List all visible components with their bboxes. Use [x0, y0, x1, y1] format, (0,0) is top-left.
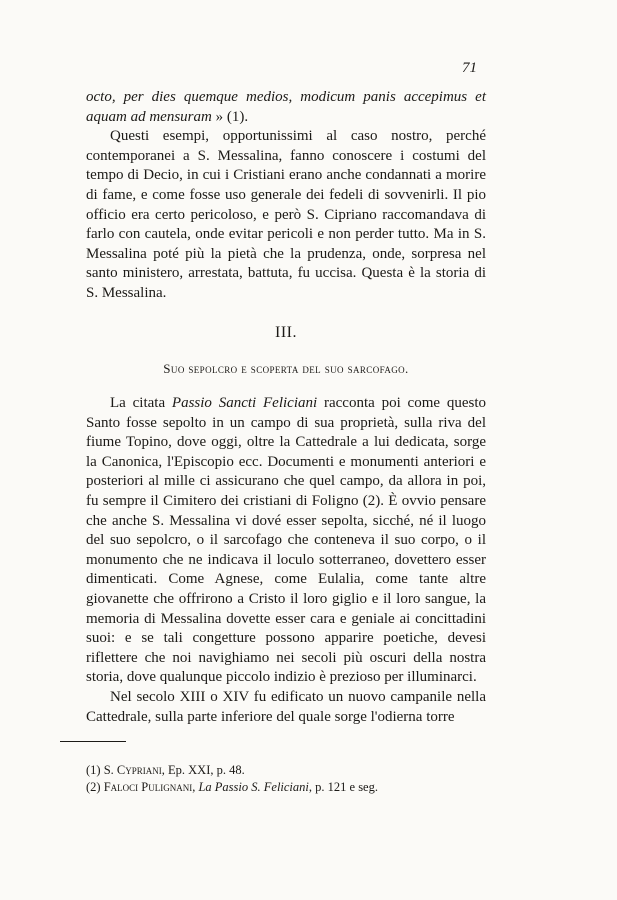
- section-title: [86, 361, 486, 377]
- footnote-2-title: La Passio S. Feliciani: [198, 780, 309, 794]
- body-text-section: [86, 394, 486, 727]
- paragraph-2: [86, 394, 486, 688]
- paragraph-1: Questi esempi, opportunissimi al caso nostro, perché contemporanei a S. Messalina, fanno conoscere i costumi del tempo di Decio, in cui i Cristiani erano anche condannati a morire di fame, e come fosse uso generale dei fedeli di sovvenirli. Il pio officio era certo pericoloso, e però S. Cipriano raccomandava di farlo con cautela, onde evitar pericoli e non perder tutto. Ma in S. Messalina poté più la pietà che la prudenza, onde, sorpresa nel santo ministero, arrestata, battuta, fu uccisa. Questa è la storia di S. Messalina.: [86, 128, 486, 301]
- footnotes: [86, 762, 486, 796]
- footnote-1-num: (1): [86, 763, 104, 777]
- footnote-1-author: S. Cypriani: [103, 763, 162, 777]
- page-number: 71: [462, 60, 477, 76]
- footnote-2-ref: , p. 121 e seg.: [308, 780, 378, 794]
- section-number: III.: [275, 324, 297, 341]
- quote-close: » (1).: [211, 108, 249, 125]
- paragraph-2-pre: La citata: [110, 395, 172, 411]
- footnote-2: [86, 779, 486, 796]
- footnote-1-ref: , Ep. XXI, p. 48.: [161, 763, 245, 777]
- quote-continuation: [86, 88, 486, 127]
- footnote-2-sep: ,: [192, 780, 199, 794]
- footnote-rule: [60, 741, 126, 742]
- passio-title: Passio Sancti Feliciani: [171, 395, 318, 411]
- footnote-2-author: Faloci Pulignani: [103, 780, 193, 794]
- latin-quote: octo, per dies quemque medios, modicum panis accepimus et aquam ad mensuram: [86, 89, 486, 125]
- paragraph-3: Nel secolo XIII o XIV fu edificato un nuovo campanile nella Cattedrale, sulla parte inferiore del quale sorge l'odierna torre: [86, 688, 486, 725]
- body-text-top: [86, 88, 486, 304]
- paragraph-2-post: racconta poi come questo Santo fosse sepolto in un campo di sua proprietà, sulla riva del fiume Topino, dove oggi, oltre la Cattedrale a lui dedicata, sorge la Canonica, l'Episcopio ecc. Documenti e monumenti anteriori e posteriori al mille ci assicurano che quel campo, da allora in poi, fu sempre il Cimitero dei cristiani di Foligno (2). È ovvio pensare che anche S. Messalina vi dové esser sepolta, sicché, né il luogo del suo sepolcro, o il sarcofago che conteneva il suo corpo, o il monumento che ne indicava il loculo sotterraneo, dovettero esser dimenticati. Come Agnese, come Eulalia, come tante altre giovanette che offrirono a Cristo il loro giglio e il loro sangue, la memoria di Messalina dovette esser cara e geniale ai concittadini suoi: e se tali congetture possono apparire poetiche, devesi riflettere che noi navighiamo nei secoli più oscuri della nostra storia, dove qualunque piccolo indizio è prezioso per illuminarci.: [86, 395, 486, 686]
- footnote-2-num: (2): [86, 780, 104, 794]
- footnote-1: [86, 762, 486, 779]
- section-title-text: Suo sepolcro e scoperta del suo sarcofago.: [163, 361, 409, 376]
